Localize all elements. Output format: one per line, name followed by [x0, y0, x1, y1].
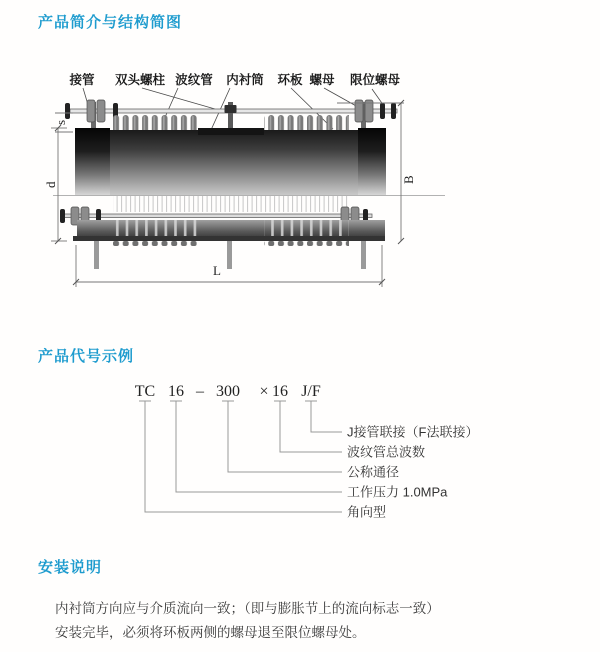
bellows-top-left: [113, 115, 198, 132]
pipe-end-left: [75, 128, 110, 195]
code-token-diameter: 300: [216, 383, 240, 400]
stud-bottom-center: [227, 241, 232, 269]
stud-bottom-right: [361, 241, 366, 269]
dim-d: [43, 125, 67, 244]
tie-rod-bottom: [62, 214, 372, 218]
dim-d-label: d: [43, 181, 58, 188]
label-luomu: 螺母: [309, 73, 335, 87]
install-line-2: 安装完毕，必须将环板两侧的螺母退至限位螺母处。: [55, 625, 366, 640]
bellows-bottom-left: [113, 241, 198, 246]
callout-wave-count: 波纹管总波数: [347, 444, 426, 460]
code-fork-lines: [139, 401, 342, 512]
structure-diagram: [25, 62, 475, 312]
stud-bottom-left: [94, 241, 99, 269]
section-title-code: 产品代号示例: [38, 348, 135, 365]
callout-nominal-dia: 公称通径: [347, 464, 400, 480]
code-tokens: [135, 383, 321, 400]
section-title-install: 安装说明: [38, 559, 103, 576]
code-token-dash: –: [196, 383, 204, 400]
dim-B-label: B: [401, 175, 416, 184]
label-neichentong: 内衬筒: [226, 73, 264, 87]
install-instructions: [55, 597, 555, 645]
code-token-joint: J/F: [301, 383, 321, 400]
dim-L-label: L: [213, 263, 221, 278]
section-title-intro: 产品简介与结构简图: [38, 14, 183, 31]
bellows-top-right: [264, 115, 349, 132]
diagram-part-labels: [68, 72, 400, 87]
product-code-diagram: [125, 375, 585, 535]
code-token-type: TC: [134, 383, 156, 400]
label-bowenguan: 波纹管: [175, 73, 213, 87]
install-line-1: 内衬筒方向应与介质流向一致；（即与膨胀节上的流向标志一致）: [55, 601, 440, 616]
label-xianweiluomu: 限位螺母: [349, 73, 401, 87]
callout-angular-type: 角向型: [347, 504, 387, 520]
callout-joint-type: J接管联接（F法联接）: [347, 424, 479, 440]
dim-s-label: s: [53, 119, 68, 125]
callout-work-pressure: 工作压力 1.0MPa: [347, 484, 448, 500]
bellows-bottom-right: [264, 241, 349, 246]
label-jieguan: 接管: [69, 73, 95, 87]
code-token-times: ×: [259, 383, 269, 400]
label-huanban: 环板: [277, 73, 303, 87]
label-shuangtouluozhu: 双头螺柱: [114, 73, 166, 87]
code-callout-labels: [347, 425, 478, 520]
lower-half: [60, 196, 385, 269]
inner-liner-edge: [198, 128, 264, 135]
pipe-end-right: [358, 128, 386, 195]
code-token-pressure: 16: [168, 383, 184, 400]
code-token-waves: 16: [272, 383, 288, 400]
